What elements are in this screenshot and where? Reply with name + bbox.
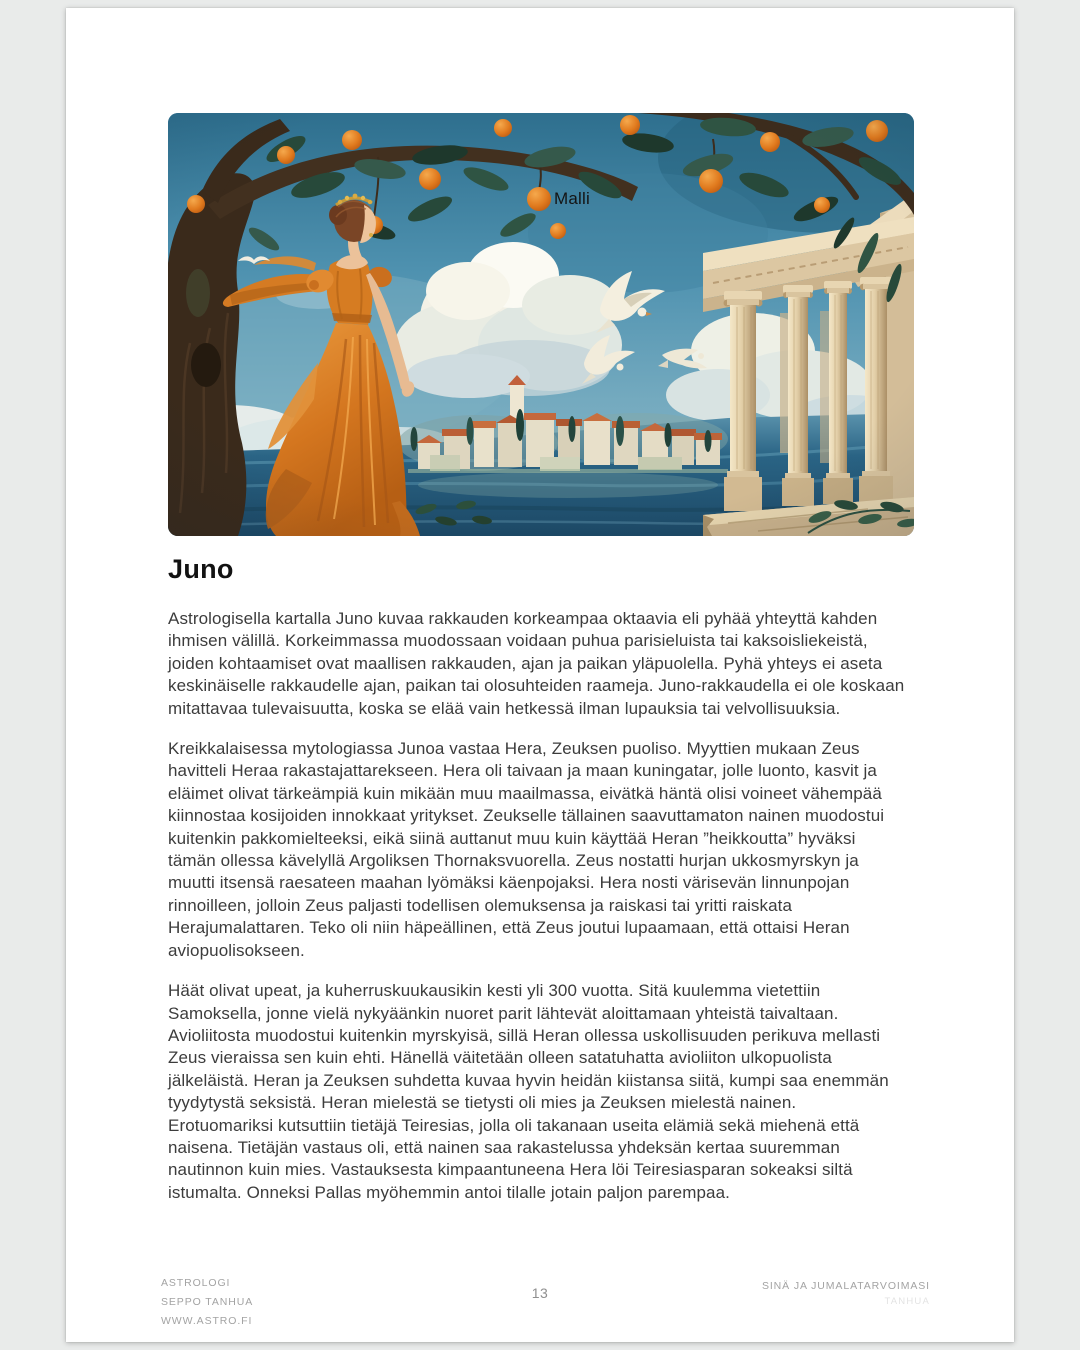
footer-author-website: WWW.ASTRO.FI [161, 1315, 253, 1327]
document-page [66, 8, 1014, 1342]
footer-book-title: SINÄ JA JUMALATARVOIMASI [761, 1280, 930, 1292]
footer-clipped-text: TANHUA [884, 1296, 930, 1307]
vignette [168, 113, 914, 536]
hero-illustration [168, 113, 914, 536]
page-number: 13 [531, 1285, 549, 1301]
page-title: Juno [168, 554, 234, 584]
footer-author-block [161, 1274, 253, 1331]
paragraph-3: Häät olivat upeat, ja kuherruskuukausikin kesti yli 300 vuotta. Sitä kuulemma vietettiin Samoksella, jonne vielä nykyäänkin nuoret parit lähtevät aloittamaan yhteistä taivaltaan. Avioliitosta muodostui kuitenkin myrskyisä, sillä Heran ollessa uskollisuuden perikuva mellasti Zeus vieraissa sen kuin ehti. Hänellä väitetään olleen satatuhatta avioliiton ulkopuolista jälkeläistä. Heran ja Zeuksen suhdetta kuvaa hyvin heidän kiistansa siitä, kumpi saa enemmän tyydytystä seksistä. Heran mielestä se tietysti oli mies ja Zeuksen mielestä nainen. Erotuomariksi kutsuttiin tietäjä Teiresias, jolla oli takanaan useita elämiä sekä miehenä että naisena. Tietäjän vastaus oli, että nainen saa rakastelussa yhdeksän kertaa suuremman nautinnon kuin mies. Vastauksesta kimpaantuneena Hera löi Teiresiasparan sokeaksi siltä istumalta. Onneksi Pallas myöhemmin antoi tilalle jotain paljon parempaa. [168, 981, 889, 1202]
article-body [168, 608, 905, 1222]
footer-author-role: ASTROLOGI [161, 1277, 231, 1289]
watermark-text: Malli [554, 189, 590, 208]
juno-painting [168, 113, 914, 536]
paragraph-1: Astrologisella kartalla Juno kuvaa rakkauden korkeampaa oktaavia eli pyhää yhteyttä kahden ihmisen välillä. Korkeimmassa muodossaan voidaan puhua parisieluista tai kaksoisliekeistä, joiden kohtaamiset ovat maallisen rakkauden, ajan ja paikan yläpuolella. Pyhä yhteys ei aseta keskinäiselle rakkaudelle ajan, paikan tai olosuhteiden raameja. Juno-rakkaudella ei ole koskaan mitattavaa tulevaisuutta, koska se elää vain hetkessä ilman lupauksia tai velvollisuuksia. [168, 609, 905, 718]
footer-author-name: SEPPO TANHUA [161, 1296, 254, 1308]
paragraph-2: Kreikkalaisessa mytologiassa Junoa vastaa Hera, Zeuksen puoliso. Myyttien mukaan Zeus havitteli Heraa rakastajattarekseen. Hera oli taivaan ja maan kuningatar, jolle luonto, kasvit ja eläimet olivat tärkeämpiä kuin mikään muu maailmassa, eivätkä häntä olisi voineet vähempää kiinnostaa kosijoiden innokkaat yritykset. Zeukselle tällainen saavuttamaton nainen muodostui kuitenkin pakkomielteeksi, eikä siinä auttanut muu kuin käyttää Heran ”heikkoutta” hyväksi tämän ollessa kävelyllä Argoliksen Thornaksvuorella. Zeus nostatti hurjan ukkosmyrskyn ja muutti itsensä raesateen maahan lyömäksi käenpojaksi. Hera nosti värisevän linnunpojan rinnoilleen, jolloin Zeus paljasti todellisen olemuksensa ja raiskasi tai yritti raiskata Herajumalattaren. Teko oli niin häpeällinen, että Zeus joutui lupaamaan, että ottaisi Heran aviopuolisokseen. [168, 739, 885, 960]
footer-book-title-block [762, 1280, 930, 1307]
